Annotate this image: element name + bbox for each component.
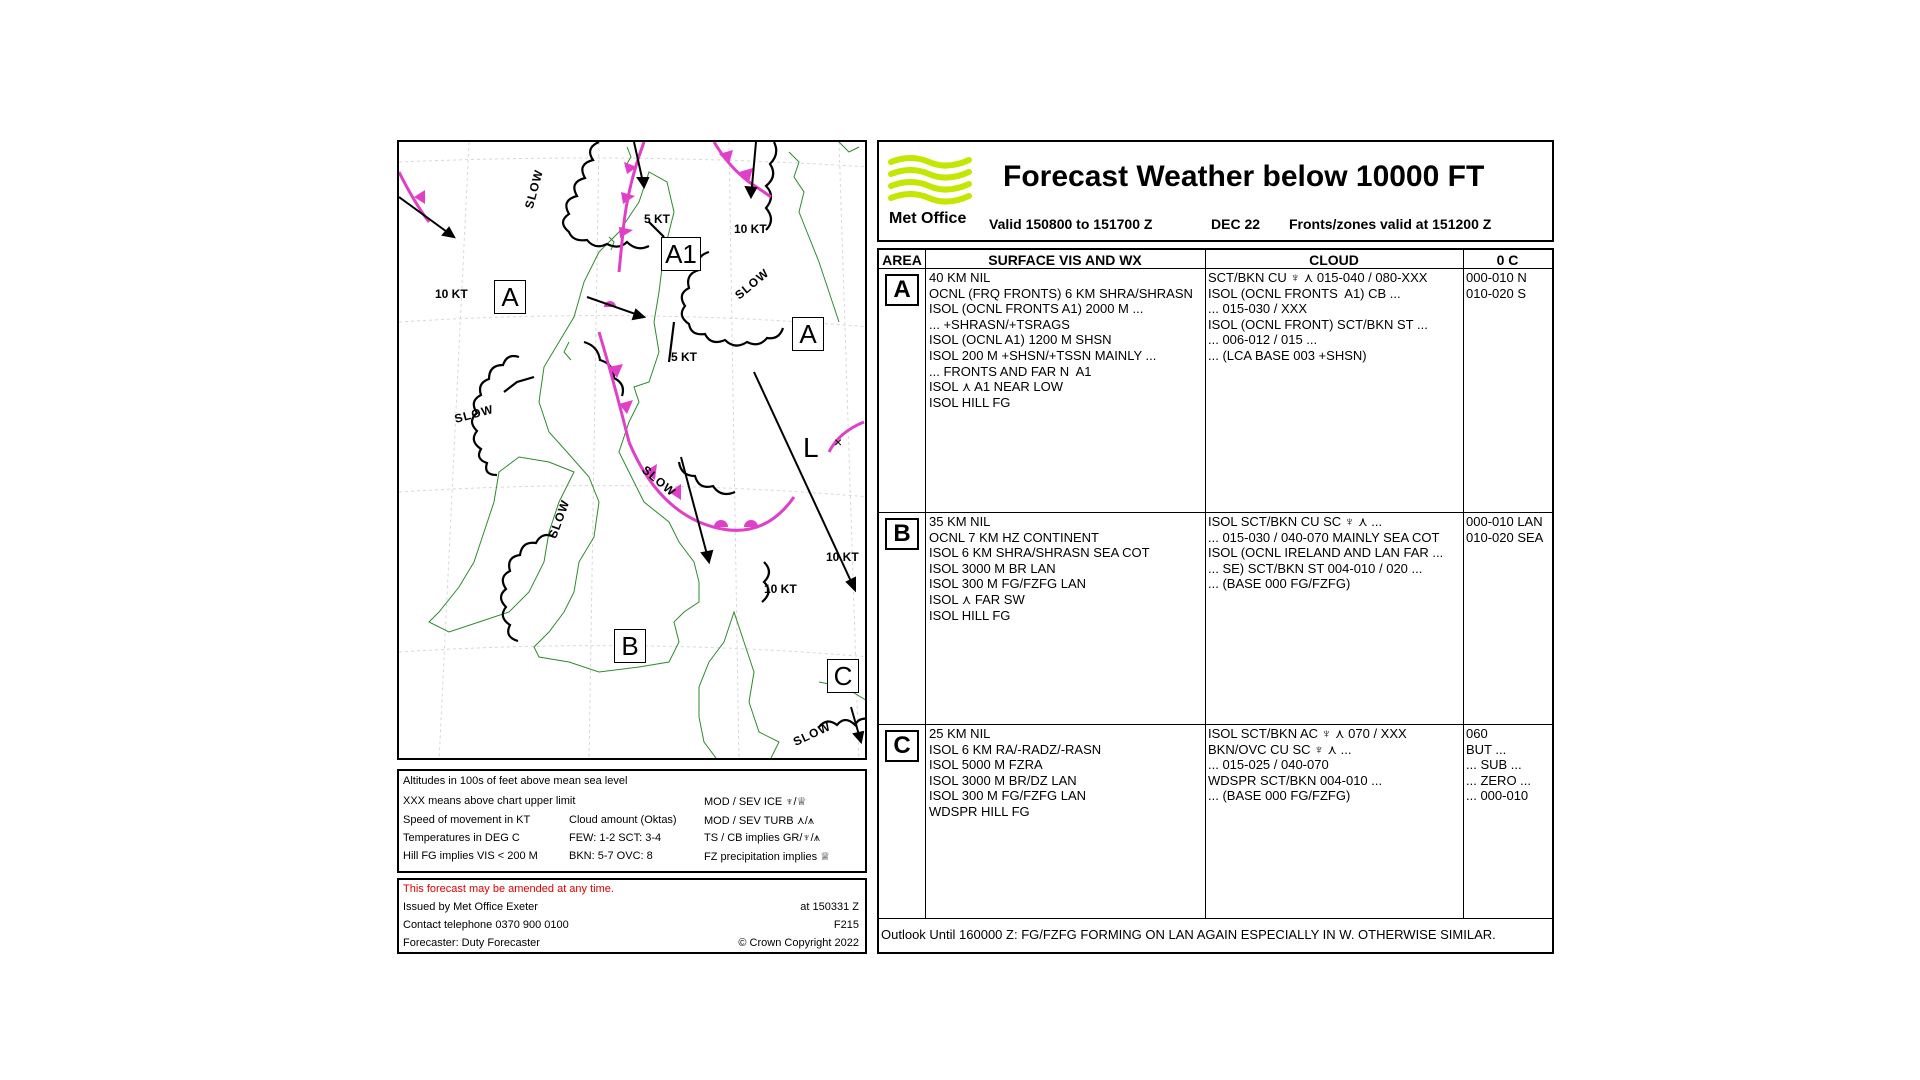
speed-label: 10 KT <box>826 550 859 564</box>
legend-mod-ice: MOD / SEV ICE ♆/♕ <box>704 796 807 808</box>
issued-at: at 150331 Z <box>800 901 859 913</box>
speed-label: 10 KT <box>734 222 767 236</box>
slow-label: SLOW <box>790 719 834 749</box>
slow-label: SLOW <box>639 462 679 500</box>
col-divider <box>925 250 926 918</box>
amend-notice: This forecast may be amended at any time. <box>403 883 614 895</box>
front-symbols <box>414 150 753 500</box>
header-zero: 0 C <box>1496 252 1519 268</box>
legend-fz-precip: FZ precipitation implies ♕ <box>704 851 831 863</box>
map-drawing <box>399 142 867 760</box>
area-letter-b: B <box>885 518 919 550</box>
met-office-logo <box>887 152 973 208</box>
legend-speed: Speed of movement in KT <box>403 814 531 826</box>
slow-label: SLOW <box>545 497 573 541</box>
map-area-a-west: A <box>494 280 526 314</box>
legend-mod-turb: MOD / SEV TURB ⋏/⩚ <box>704 815 815 827</box>
header-cloud: CLOUD <box>1309 252 1359 268</box>
low-cross: × <box>834 434 843 450</box>
coastlines <box>429 142 867 760</box>
logo-waves-icon <box>887 152 973 208</box>
forecast-table <box>877 248 1554 954</box>
legend-temperatures: Temperatures in DEG C <box>403 832 520 844</box>
copyright: © Crown Copyright 2022 <box>738 937 859 949</box>
slow-label: SLOW <box>452 402 496 426</box>
low-pressure-label: L <box>803 432 819 463</box>
legend-few-sct: FEW: 1-2 SCT: 3-4 <box>569 832 662 844</box>
speed-label: 5 KT <box>644 212 671 226</box>
area-letter-a: A <box>885 274 919 306</box>
map-area-a-east: A <box>792 317 824 351</box>
fronts-valid: Fronts/zones valid at 151200 Z <box>1289 216 1492 232</box>
valid-period: Valid 150800 to 151700 Z <box>989 216 1153 232</box>
map-area-c: C <box>827 659 859 693</box>
date-label: DEC 22 <box>1211 216 1261 232</box>
area-letter-c: C <box>885 730 919 762</box>
header-box <box>877 140 1554 242</box>
row-divider <box>879 268 1552 269</box>
zero-cell: 060 BUT ... ... SUB ... ... ZERO ... ... 000-010 <box>1466 726 1532 804</box>
logo-text: Met Office <box>889 210 967 227</box>
legend-box <box>397 769 867 873</box>
forecast-map <box>397 140 867 760</box>
cloud-cell: ISOL SCT/BKN AC ♆ ⋏ 070 / XXX BKN/OVC CU SC ♆ ⋏ ... ... 015-025 / 040-070 WDSPR SCT/BKN 004-010 ... ... (BASE 000 FG/FZFG) <box>1208 726 1407 804</box>
cloud-cell: ISOL SCT/BKN CU SC ♆ ⋏ ... ... 015-030 / 040-070 MAINLY SEA COT ISOL (OCNL IRELAND AND LAN FAR ... ... SE) SCT/BKN ST 004-010 / 020 ... ... (BASE 000 FG/FZFG) <box>1208 514 1444 592</box>
issued-by: Issued by Met Office Exeter <box>403 901 538 913</box>
page-title: Forecast Weather below 10000 FT <box>1003 160 1485 193</box>
zero-cell: 000-010 N 010-020 S <box>1466 270 1527 301</box>
col-divider <box>1205 250 1206 918</box>
contact-phone: Contact telephone 0370 900 0100 <box>403 919 569 931</box>
slow-label: SLOW <box>732 265 772 303</box>
forecaster: Forecaster: Duty Forecaster <box>403 937 540 949</box>
speed-label: 10 KT <box>435 287 468 301</box>
speed-label: 5 KT <box>671 350 698 364</box>
legend-ts-cb: TS / CB implies GR/♆/⩚ <box>704 832 820 844</box>
issue-box <box>397 878 867 954</box>
form-number: F215 <box>833 919 859 931</box>
surface-cell: 35 KM NIL OCNL 7 KM HZ CONTINENT ISOL 6 KM SHRA/SHRASN SEA COT ISOL 3000 M BR LAN ISOL 300 M FG/FZFG LAN ISOL ⋏ FAR SW ISOL HILL FG <box>929 514 1150 623</box>
slow-label: SLOW <box>522 167 546 211</box>
legend-bkn-ovc: BKN: 5-7 OVC: 8 <box>569 850 653 862</box>
map-area-a1: A1 <box>661 237 701 271</box>
legend-altitudes: Altitudes in 100s of feet above mean sea level <box>403 775 628 787</box>
outlook-text: Outlook Until 160000 Z: FG/FZFG FORMING ON LAN AGAIN ESPECIALLY IN W. OTHERWISE SIMILAR. <box>881 927 1496 942</box>
row-divider <box>879 724 1552 725</box>
legend-hill-fg: Hill FG implies VIS < 200 M <box>403 850 538 862</box>
surface-cell: 25 KM NIL ISOL 6 KM RA/-RADZ/-RASN ISOL 5000 M FZRA ISOL 3000 M BR/DZ LAN ISOL 300 M FG/FZFG LAN WDSPR HILL FG <box>929 726 1102 819</box>
speed-label: 10 KT <box>764 582 797 596</box>
legend-xxx: XXX means above chart upper limit <box>403 795 576 807</box>
legend-cloud-amount: Cloud amount (Oktas) <box>569 814 677 826</box>
row-divider <box>879 512 1552 513</box>
zero-cell: 000-010 LAN 010-020 SEA <box>1466 514 1544 545</box>
col-divider <box>1463 250 1464 918</box>
row-divider <box>879 918 1552 919</box>
header-area: AREA <box>882 252 922 268</box>
surface-cell: 40 KM NIL OCNL (FRQ FRONTS) 6 KM SHRA/SHRASN ISOL (OCNL FRONTS A1) 2000 M ... ... +SHRASN/+TSRAGS ISOL (OCNL A1) 1200 M SHSN ISOL 200 M +SHSN/+TSSN MAINLY ... ... FRONTS AND FAR N A1 ISOL ⋏ A1 NEAR LOW ISOL HILL FG <box>929 270 1193 410</box>
cloud-cell: SCT/BKN CU ♆ ⋏ 015-040 / 080-XXX ISOL (OCNL FRONTS A1) CB ... ... 015-030 / XXX ISOL (OCNL FRONT) SCT/BKN ST ... ... 006-012 / 015 ... ... (LCA BASE 003 +SHSN) <box>1208 270 1428 363</box>
header-surface: SURFACE VIS AND WX <box>988 252 1142 268</box>
map-area-b: B <box>614 629 646 663</box>
